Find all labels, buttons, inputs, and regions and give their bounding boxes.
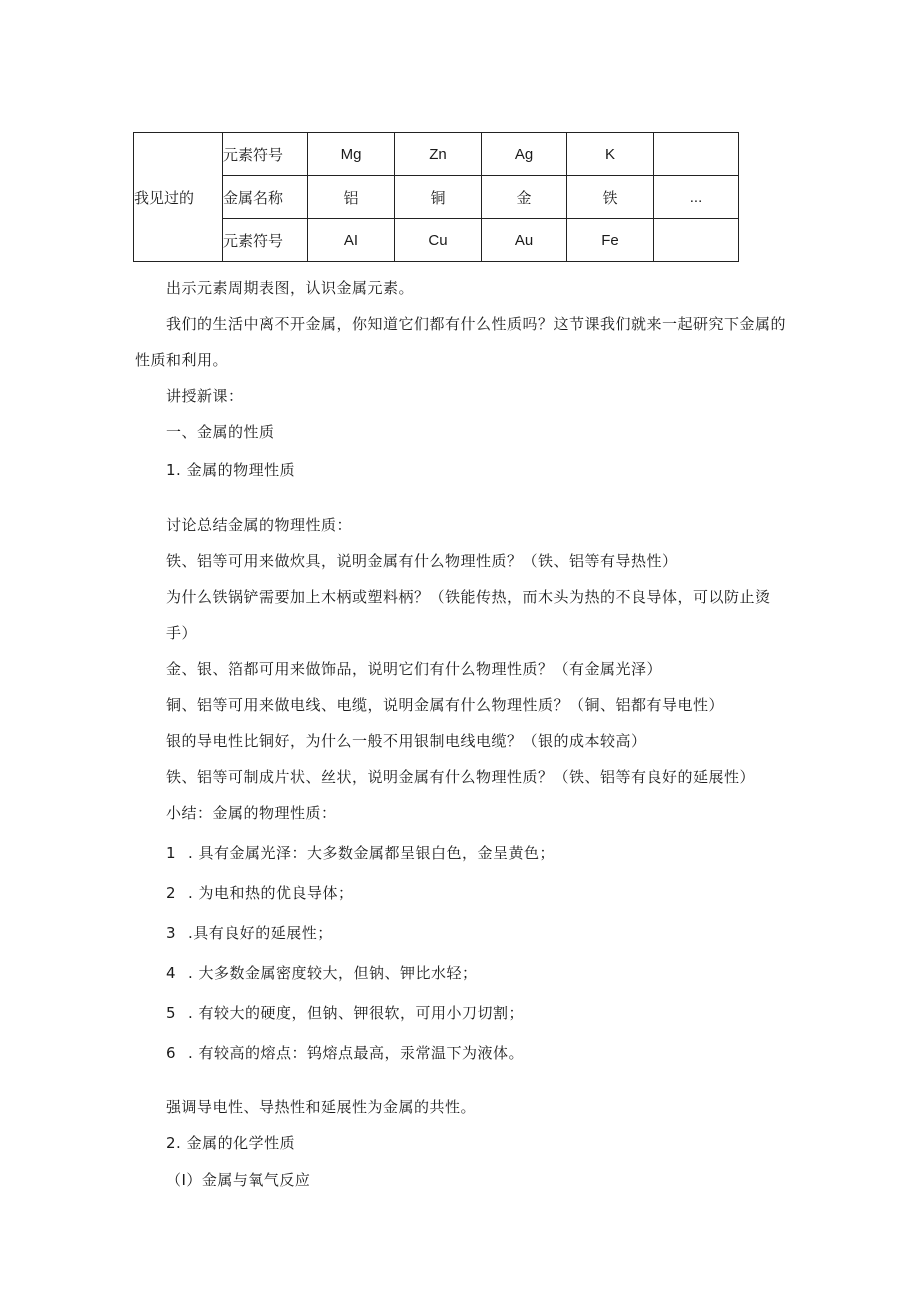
table-row bbox=[134, 176, 739, 219]
question: 金、银、箔都可用来做饰品，说明它们有什么物理性质？（有金属光泽） bbox=[166, 660, 663, 678]
row-label: 元素符号 bbox=[223, 133, 308, 176]
list-item bbox=[166, 923, 333, 943]
list-text: . 有较高的熔点：钨熔点最高，汞常温下为液体。 bbox=[188, 1044, 525, 1062]
list-number: 1 bbox=[166, 844, 177, 862]
paragraph: 讲授新课： bbox=[166, 387, 244, 405]
question: 铜、铝等可用来做电线、电缆，说明金属有什么物理性质？（铜、铝都有导电性） bbox=[166, 696, 725, 714]
question-continuation: 手） bbox=[166, 624, 198, 642]
table-cell: ... bbox=[654, 176, 739, 219]
question: 铁、铝等可制成片状、丝状，说明金属有什么物理性质？（铁、铝等有良好的延展性） bbox=[166, 768, 756, 786]
question: 银的导电性比铜好，为什么一般不用银制电线电缆？（银的成本较高） bbox=[166, 732, 647, 750]
subsection-heading: 1. 金属的物理性质 bbox=[166, 461, 296, 479]
question: 为什么铁锅铲需要加上木柄或塑料柄？（铁能传热，而木头为热的不良导体，可以防止烫 bbox=[166, 588, 771, 606]
table-row bbox=[134, 219, 739, 262]
summary-heading: 小结：金属的物理性质： bbox=[166, 804, 337, 822]
table-cell: AI bbox=[308, 219, 395, 262]
list-item bbox=[166, 883, 354, 903]
table-cell: Cu bbox=[395, 219, 482, 262]
table-cell: 铝 bbox=[308, 176, 395, 219]
row-group-header: 我见过的 bbox=[134, 133, 223, 262]
list-item bbox=[166, 1043, 524, 1063]
table-cell: Au bbox=[482, 219, 567, 262]
table-cell: Fe bbox=[567, 219, 654, 262]
subsection-heading: 2. 金属的化学性质 bbox=[166, 1134, 296, 1152]
section-heading: 一、金属的性质 bbox=[166, 423, 275, 441]
paragraph: 讨论总结金属的物理性质： bbox=[166, 516, 353, 534]
table-row bbox=[134, 133, 739, 176]
row-label: 金属名称 bbox=[223, 176, 308, 219]
table-cell: K bbox=[567, 133, 654, 176]
table-cell: 铜 bbox=[395, 176, 482, 219]
list-text: . 为电和热的优良导体； bbox=[188, 884, 354, 902]
row-label: 元素符号 bbox=[223, 219, 308, 262]
subsubsection-heading: （I）金属与氧气反应 bbox=[166, 1171, 311, 1189]
list-number: 6 bbox=[166, 1044, 177, 1062]
question: 铁、铝等可用来做炊具，说明金属有什么物理性质？（铁、铝等有导热性） bbox=[166, 552, 678, 570]
table-cell bbox=[654, 219, 739, 262]
list-text: .具有良好的延展性； bbox=[188, 924, 333, 942]
list-item bbox=[166, 1003, 524, 1023]
list-number: 4 bbox=[166, 964, 177, 982]
paragraph: 出示元素周期表图，认识金属元素。 bbox=[166, 279, 415, 297]
list-number: 2 bbox=[166, 884, 177, 902]
paragraph: 我们的生活中离不开金属，你知道它们都有什么性质吗？这节课我们就来一起研究下金属的 bbox=[166, 315, 787, 333]
table-cell: 铁 bbox=[567, 176, 654, 219]
table-cell bbox=[654, 133, 739, 176]
paragraph: 强调导电性、导热性和延展性为金属的共性。 bbox=[166, 1098, 477, 1116]
list-text: . 有较大的硬度，但钠、钾很软，可用小刀切割； bbox=[188, 1004, 525, 1022]
table-cell: Zn bbox=[395, 133, 482, 176]
list-item bbox=[166, 843, 555, 863]
list-text: . 大多数金属密度较大，但钠、钾比水轻； bbox=[188, 964, 478, 982]
list-item bbox=[166, 963, 478, 983]
metals-table bbox=[133, 132, 739, 262]
list-text: . 具有金属光泽：大多数金属都呈银白色，金呈黄色； bbox=[188, 844, 556, 862]
table-cell: Ag bbox=[482, 133, 567, 176]
list-number: 3 bbox=[166, 924, 177, 942]
paragraph-continuation: 性质和利用。 bbox=[135, 351, 229, 369]
table-cell: Mg bbox=[308, 133, 395, 176]
list-number: 5 bbox=[166, 1004, 177, 1022]
table-cell: 金 bbox=[482, 176, 567, 219]
